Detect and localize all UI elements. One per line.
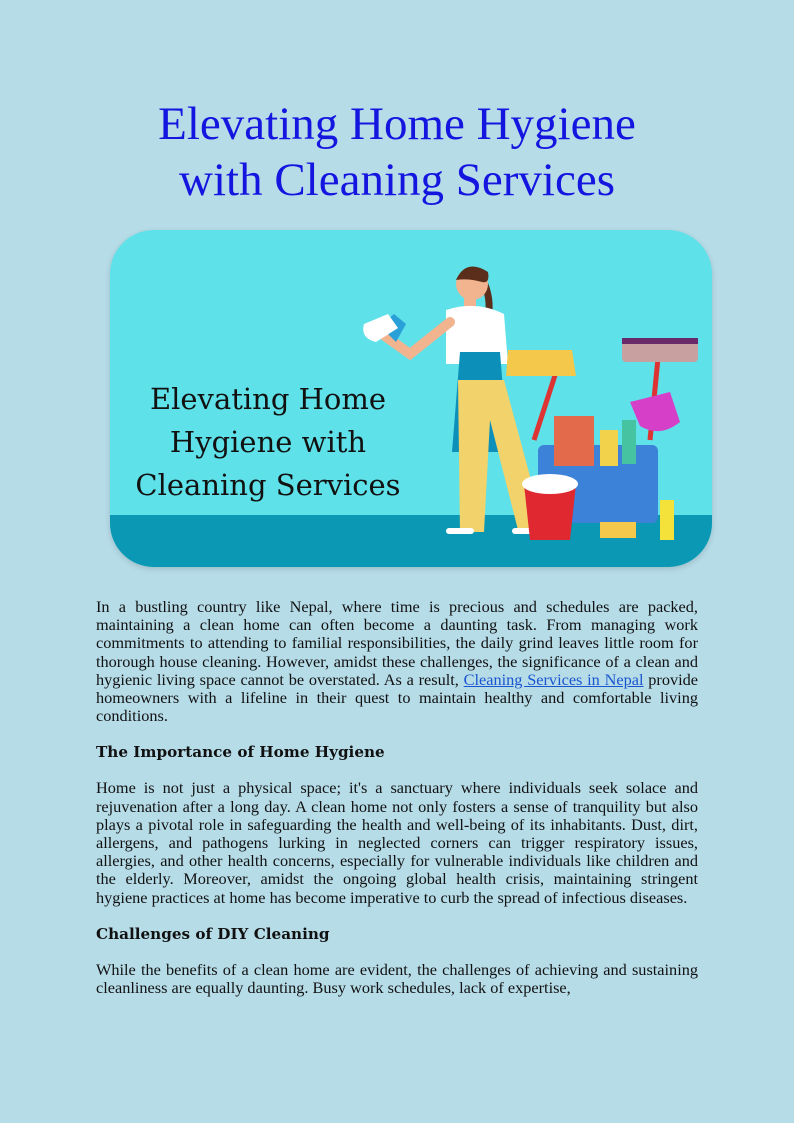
cleaning-services-link[interactable]: Cleaning Services in Nepal — [463, 669, 644, 689]
hero-heading-line-3: Cleaning Services — [135, 468, 401, 502]
page-title — [0, 96, 794, 208]
page-title-line-1: Elevating Home Hygiene — [158, 98, 636, 150]
hero-banner — [110, 230, 712, 567]
bottle-icon — [660, 500, 674, 540]
intro-paragraph — [96, 598, 698, 725]
importance-paragraph: Home is not just a physical space; it's a sanctuary where individuals seek solace and rejuvenation after a long day. A clean home not only fosters a sense of tranquility but also plays a pivotal role in safeguarding the health and well-being of its inhabitants. Dust, dirt, allergens, and pathogens lurking in neglected corners can trigger respiratory issues, allergies, and other health concerns, especially for vulnerable individuals like children and the elderly. Moreover, amidst the ongoing global health crisis, maintaining stringent hygiene practices at home has become imperative to curb the spread of infectious diseases. — [96, 778, 698, 907]
red-bucket-icon — [522, 474, 578, 540]
challenges-paragraph: While the benefits of a clean home are evident, the challenges of achieving and sustaining cleanliness are equally daunting. Busy work schedules, lack of expertise, — [96, 959, 698, 998]
sponge-icon — [600, 522, 636, 538]
hero-heading-line-2: Hygiene with — [169, 425, 367, 459]
intro-text-after-link: provide homeowners with a lifeline in their quest to maintain healthy and comfortable living conditions. — [96, 669, 699, 726]
hero-heading-line-1: Elevating Home — [149, 382, 387, 416]
intro-text-before-link: In a bustling country like Nepal, where time is precious and schedules are packed, maintaining a clean home can often become a daunting task. From managing work commitments to attending to familial responsibilities, the daily grind leaves little room for thorough house cleaning. However, amidst these challenges, the significance of a clean and hygienic living space cannot be overstated. As a result, — [96, 597, 698, 689]
article-body — [96, 598, 698, 997]
section-heading-challenges: Challenges of DIY Cleaning — [96, 924, 330, 943]
hero-heading — [128, 378, 408, 507]
page-title-line-2: with Cleaning Services — [179, 154, 615, 206]
section-heading-importance: The Importance of Home Hygiene — [96, 743, 385, 762]
